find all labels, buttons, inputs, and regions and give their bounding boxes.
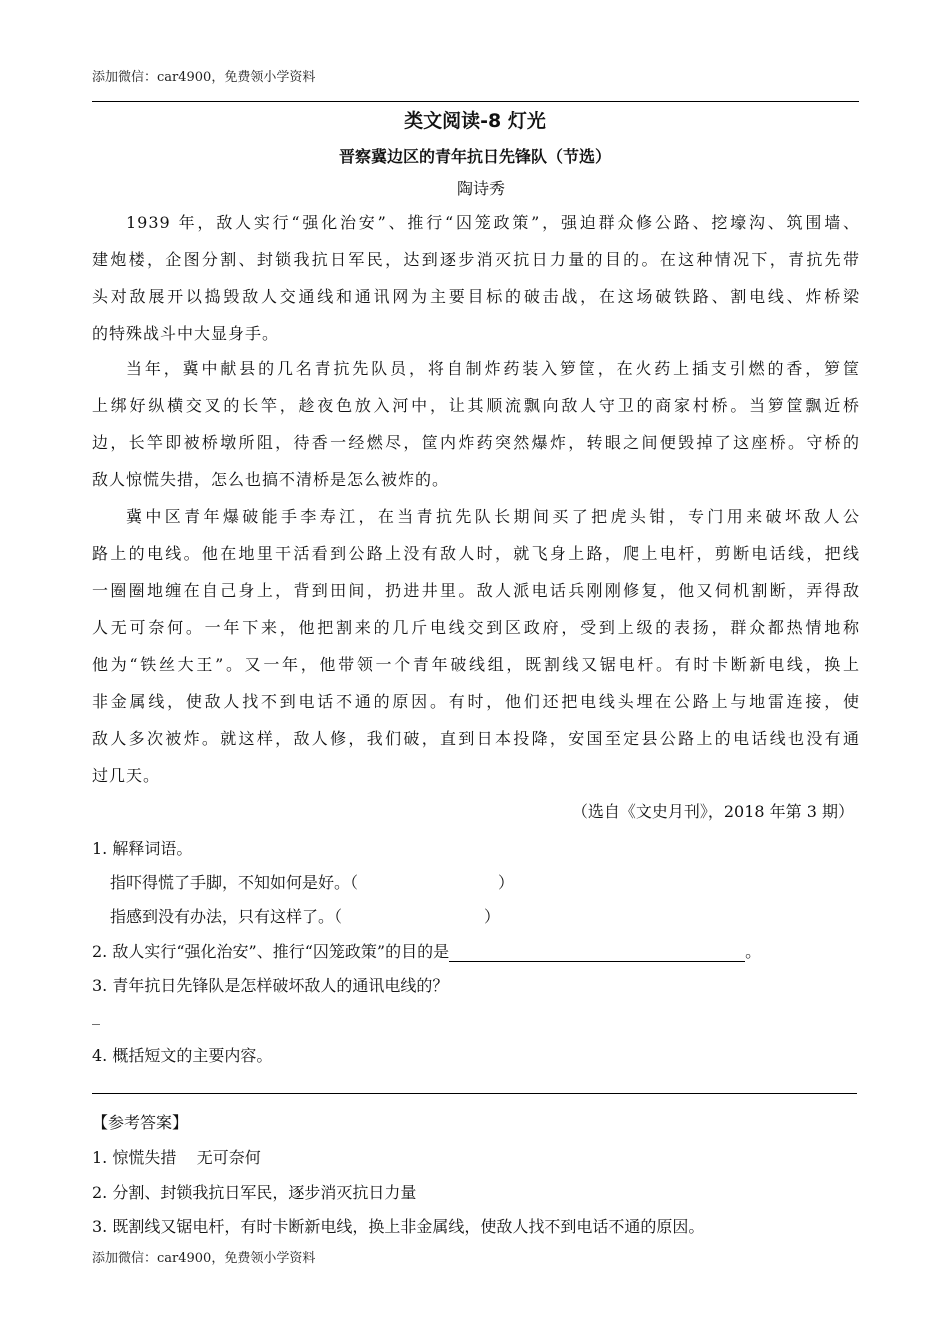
footer-text: 添加微信：car4900，免费领小学资料 [92, 1251, 316, 1266]
question-2-text: 2. 敌人实行“强化治安”、推行“囚笼政策”的目的是 [92, 942, 450, 961]
article-line: 路上的电线。他在地里干活看到公路上没有敌人时，就飞身上路，爬上电杆，剪断电话线，把线 [92, 544, 860, 563]
question-1a [110, 870, 514, 893]
question-2 [92, 939, 761, 962]
answer-2: 2. 分割、封锁我抗日军民，逐步消灭抗日力量 [92, 1183, 417, 1202]
header-text: 添加微信：car4900，免费领小学资料 [92, 70, 316, 85]
article-line: 的特殊战斗中大显身手。 [92, 324, 280, 343]
question-1a-text: 指吓得慌了手脚，不知如何是好。（ [110, 873, 359, 892]
answer-3: 3. 既割线又锯电杆，有时卡断新电线，换上非金属线，使敌人找不到电话不通的原因。 [92, 1217, 705, 1236]
article-line: 1939 年，敌人实行“强化治安”、推行“囚笼政策”，强迫群众修公路、挖壕沟、筑围墙、 [126, 213, 860, 232]
article-subtitle: 晋察冀边区的青年抗日先锋队（节选） [338, 147, 611, 166]
question-1: 1. 解释词语。 [92, 839, 193, 858]
article-line: 他为“铁丝大王”。又一年，他带领一个青年破线组，既割线又锯电杆。有时卡断新电线，换上 [92, 655, 860, 674]
article-line: 非金属线，使敌人找不到电话不通的原因。有时，他们还把电线头埋在公路上与地雷连接，使 [92, 692, 860, 711]
answer-heading: 【参考答案】 [92, 1113, 189, 1132]
article-author: 陶诗秀 [456, 179, 505, 198]
article-line: 人无可奈何。一年下来，他把割来的几斤电线交到区政府，受到上级的表扬，群众都热情地称 [92, 618, 860, 637]
question-1b-text: 指感到没有办法，只有这样了。（ [110, 907, 343, 926]
page-title: 类文阅读-8 灯光 [404, 110, 546, 132]
question-4: 4. 概括短文的主要内容。 [92, 1046, 273, 1065]
article-line: 过几天。 [92, 766, 161, 785]
paren-close: ） [484, 907, 501, 926]
question-1b [110, 904, 500, 927]
paren-close: ） [498, 873, 515, 892]
article-line: 冀中区青年爆破能手李寿江，在当青抗先队长期间买了把虎头钳，专门用来破坏敌人公 [126, 507, 860, 526]
article-source: （选自《文史月刊》，2018 年第 3 期） [571, 802, 854, 821]
article-line: 边，长竿即被桥墩所阻，待香一经燃尽，筐内炸药突然爆炸，转眼之间便毁掉了这座桥。守桥的 [92, 433, 860, 452]
question-3: 3. 青年抗日先锋队是怎样破坏敌人的通讯电线的？ [92, 976, 449, 995]
header-divider [92, 101, 859, 102]
question-2-end: 。 [745, 942, 762, 961]
article-line: 上绑好纵横交叉的长竿，趁夜色放入河中，让其顺流飘向敌人守卫的商家村桥。当箩筐飘近桥 [92, 396, 860, 415]
article-line: 当年，冀中献县的几名青抗先队员，将自制炸药装入箩筐，在火药上插支引燃的香，箩筐 [126, 359, 860, 378]
answer-1: 1. 惊慌失措 无可奈何 [92, 1148, 261, 1167]
article-line: 一圈圈地缠在自己身上，背到田间，扔进井里。敌人派电话兵刚刚修复，他又伺机割断，弄得敌 [92, 581, 860, 600]
article-line: 敌人惊慌失措，怎么也搞不清桥是怎么被炸的。 [92, 470, 450, 489]
article-line: 头对敌展开以捣毁敌人交通线和通讯网为主要目标的破击战，在这场破铁路、割电线、炸桥梁 [92, 287, 860, 306]
answer-line-4[interactable] [92, 1093, 857, 1094]
question-3-mark: _ [92, 1006, 100, 1025]
answer-blank-2[interactable] [449, 945, 745, 962]
article-line: 建炮楼，企图分割、封锁我抗日军民，达到逐步消灭抗日力量的目的。在这种情况下，青抗先带 [92, 250, 860, 269]
article-line: 敌人多次被炸。就这样，敌人修，我们破，直到日本投降，安国至定县公路上的电话线也没有通 [92, 729, 860, 748]
